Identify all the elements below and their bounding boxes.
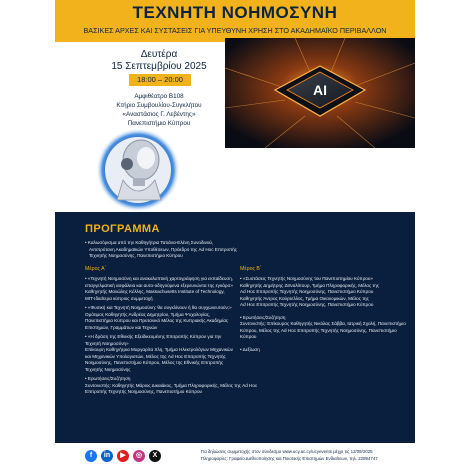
program-line: Ad Hoc Επιτροπής Τεχνητής Νοημοσύνης, Πανεπιστήμιο Κύπρου bbox=[240, 302, 374, 307]
program-line: Τεχνητής Νοημοσύνης, Πανεπιστήμιο Κύπρου bbox=[89, 253, 183, 258]
venue-line: «Αναστάσιος Γ. Λεβέντης» bbox=[122, 111, 196, 118]
instagram-icon[interactable]: ◎ bbox=[133, 450, 145, 462]
footer-registration: Για δηλώσεις συμμετοχής στον σύνδεσμο www.ucy.ac.cy/ucyevents μέχρι τις 12/09/2025 bbox=[201, 449, 373, 454]
program-line: Αντιπρύτανη Ακαδημαϊκών Υποθέσεων, Πρόεδρο της Ad Hoc Επιτροπής bbox=[89, 246, 237, 252]
program-line: Καθηγητής Μανώλης Κέλλης, Massachusetts Institute of Technology, bbox=[85, 289, 225, 294]
program-line: • Ερωτήσεις/Συζήτηση bbox=[85, 376, 131, 381]
part-a-block bbox=[85, 276, 263, 396]
program-line: επαγγελματική ασφάλεια και αυτο-οδηγούμενα εξερευνώντα της εγκάρσ» bbox=[85, 282, 233, 288]
program-line: • Δεξίωση bbox=[240, 346, 260, 352]
youtube-icon[interactable]: ▶ bbox=[117, 450, 129, 462]
program-line: Τεχνητή Νοημοσύνη» bbox=[85, 340, 129, 346]
part-b-label: Μέρος Β΄ bbox=[240, 266, 262, 272]
program-line: • «Συστάσεις Τεχνητής Νοημοσύνης του Πανεπιστημίου Κύπρου» bbox=[240, 276, 373, 281]
program-line: Επιστημών, Γραμμάτων και Τεχνών bbox=[85, 324, 158, 330]
event-time: 18:00 – 20:00 bbox=[129, 74, 191, 86]
program-line: MIT-Ιδιαίτερα κύπριος συμμετοχή bbox=[85, 295, 153, 301]
program-line: • «Τεχνητή Νοημοσύνη και ανακαλυπτική χαρτογράφηση για εκπαίδευση, bbox=[85, 276, 234, 281]
ai-chip-image bbox=[225, 38, 415, 148]
event-date: 15 Σεπτεμβρίου 2025 bbox=[111, 61, 207, 72]
program-line: • «Φυσική και Τεχνητή Νοημοσύνη: θα συγκλίνουν ή θα συγχωνευτούν;» bbox=[85, 305, 232, 310]
part-b-block bbox=[240, 276, 412, 353]
program-line: Καθηγητής Δημήτρης Ζεϊναλίπουρ, Τμήμα Πληροφορικής, Μέλος της bbox=[240, 282, 380, 288]
part-a-label: Μέρος Α΄ bbox=[85, 266, 107, 272]
venue-line: Αμφιθέατρο Β108 bbox=[134, 93, 184, 100]
venue-line: Κτήριο Συμβουλίου-Συγκλήτου bbox=[116, 102, 202, 109]
program-line: Συντονιστής: Καθηγητής Μάριος Δικαιάκος, Τμήμα Πληροφορικής, Μέλος της Ad Hoc bbox=[85, 382, 258, 388]
program-line: • Καλωσόρισμα από την Καθηγήτρια Τατιάνα-Ελένη Συνοδινού, bbox=[85, 240, 214, 245]
event-poster bbox=[55, 0, 415, 470]
program-line: Καθηγητής Άντρος Κούρτελλος, Τμήμα Οικονομικών, Μέλος της bbox=[240, 295, 369, 301]
program-line: Ομότιμος Καθηγητής Ανδρέας Δημητρίου, Τμήμα Ψυχολογίας, bbox=[85, 311, 211, 317]
program-line: • «Η δράση της Εθνικής Εξειδικευμένης Επιτροπής Κύπρου για την bbox=[85, 334, 222, 339]
linkedin-icon[interactable]: in bbox=[101, 450, 113, 462]
robot-image bbox=[83, 122, 193, 214]
program-line: Νοημοσύνης, Πανεπιστήμιο Κύπρου, Μέλος της Εθνικής Επιτροπής bbox=[85, 360, 224, 365]
program-line: Ad Hoc Επιτροπής Τεχνητής Νοημοσύνης, Πανεπιστήμιο Κύπρου bbox=[240, 289, 374, 294]
welcome-block bbox=[85, 240, 275, 260]
poster-title: ΤΕΧΝΗΤΗ ΝΟΗΜΟΣΥΝΗ bbox=[132, 3, 338, 22]
program-line: Πανεπιστήμιο Κύπρου και Πρυτανικό Μέλος της Κυπριακής Ακαδημίας bbox=[85, 318, 229, 323]
program-title: ΠΡΟΓΡΑΜΜΑ bbox=[85, 223, 160, 235]
program-line: Συντονιστής: Επίκουρος Καθηγητής Νικόλας Σάββα, Ιατρική Σχολή, Πανεπιστήμιο bbox=[240, 321, 406, 326]
poster-subtitle: ΒΑΣΙΚΕΣ ΑΡΧΕΣ ΚΑΙ ΣΥΣΤΑΣΕΙΣ ΓΙΑ ΥΠΕΥΘΥΝΗ ΧΡΗΣΗ ΣΤΟ ΑΚΑΔΗΜΑΪΚΟ ΠΕΡΙΒΑΛΛΟΝ bbox=[83, 26, 387, 35]
event-day: Δευτέρα bbox=[140, 49, 178, 60]
chip-ai-label: AI bbox=[313, 82, 327, 98]
x-icon[interactable]: X bbox=[149, 450, 161, 462]
program-line: • Ερωτήσεις/Συζήτηση bbox=[240, 314, 286, 320]
program-line: Τεχνητής Νοημοσύνης bbox=[85, 366, 131, 372]
program-line: Κύπρου, Μέλος της Ad Hoc Επιτροπής Τεχνητής Νοημοσύνης, Πανεπιστήμιο Κύπρου bbox=[240, 327, 397, 339]
facebook-icon[interactable]: f bbox=[85, 450, 97, 462]
program-line: Επίκουρη Καθηγήτρια Μαργαρίτα Χλη, Τμήμα Ηλεκτρολόγων Μηχανικών bbox=[85, 347, 233, 352]
venue-line: Πανεπιστήμιο Κύπρου bbox=[127, 120, 191, 127]
program-line: και Μηχανικών Υπολογιστών, Μέλος της Ad Hoc Επιτροπής Τεχνητής bbox=[85, 353, 226, 359]
footer-contact: Πληροφορίες: Γραφείο Διεθνοποίησης και Ποιοτικής Επιστημών Ενδιαίτεων, τηλ. 22894747 bbox=[201, 456, 378, 461]
program-line: Επιτροπής Τεχνητής Νοημοσύνης, Πανεπιστήμιο Κύπρου bbox=[85, 389, 203, 394]
